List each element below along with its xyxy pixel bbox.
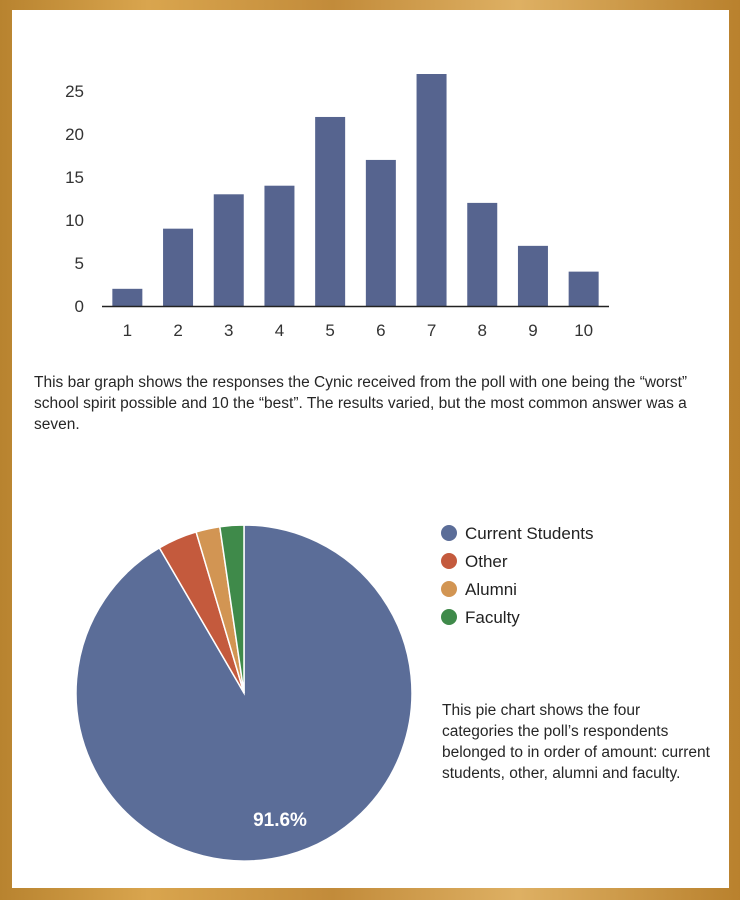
x-tick-label: 5 [325, 321, 335, 340]
legend-swatch [441, 525, 457, 541]
page-panel [12, 10, 729, 888]
legend-label: Alumni [465, 580, 517, 599]
pie-legend [441, 524, 594, 627]
bar-7 [417, 74, 447, 306]
bar-10 [569, 272, 599, 306]
x-tick-label: 8 [477, 321, 487, 340]
bar-1 [112, 289, 142, 306]
legend-swatch [441, 581, 457, 597]
bar-3 [214, 194, 244, 306]
bar-2 [163, 229, 193, 306]
legend-label: Current Students [465, 524, 594, 543]
x-tick-label: 2 [173, 321, 183, 340]
x-tick-label: 7 [426, 321, 437, 340]
x-tick-label: 9 [528, 321, 538, 340]
bar-9 [518, 246, 548, 306]
x-tick-label: 6 [376, 321, 386, 340]
bar-chart-caption: This bar graph shows the responses the Cynic received from the poll with one being the “worst” school spirit possible and 10 the “best”. The results varied, but the most common answer was a seven. [34, 374, 688, 433]
y-tick-label: 0 [74, 297, 84, 316]
y-tick-label: 20 [65, 125, 84, 145]
y-tick-label: 15 [65, 168, 84, 188]
bar-chart [65, 74, 609, 340]
slice-percent-label: 91.6% [253, 810, 307, 831]
y-tick-label: 10 [65, 211, 84, 231]
pie-chart [76, 525, 412, 861]
bar-6 [366, 160, 396, 306]
pie-chart-caption: This pie chart shows the four categories the poll’s respondents belonged to in order of amount: current students, other, alumni and faculty. [442, 702, 710, 782]
legend-swatch [441, 609, 457, 625]
y-tick-label: 25 [65, 82, 84, 102]
y-tick-label: 5 [74, 254, 84, 274]
x-tick-label: 4 [274, 321, 285, 340]
bar-4 [264, 186, 294, 306]
legend-label: Faculty [465, 608, 520, 627]
x-tick-label: 3 [224, 321, 234, 340]
x-tick-label: 1 [122, 321, 133, 340]
legend-label: Other [465, 552, 508, 571]
x-tick-label: 10 [574, 321, 594, 340]
legend-swatch [441, 553, 457, 569]
bar-5 [315, 117, 345, 306]
bar-8 [467, 203, 497, 306]
